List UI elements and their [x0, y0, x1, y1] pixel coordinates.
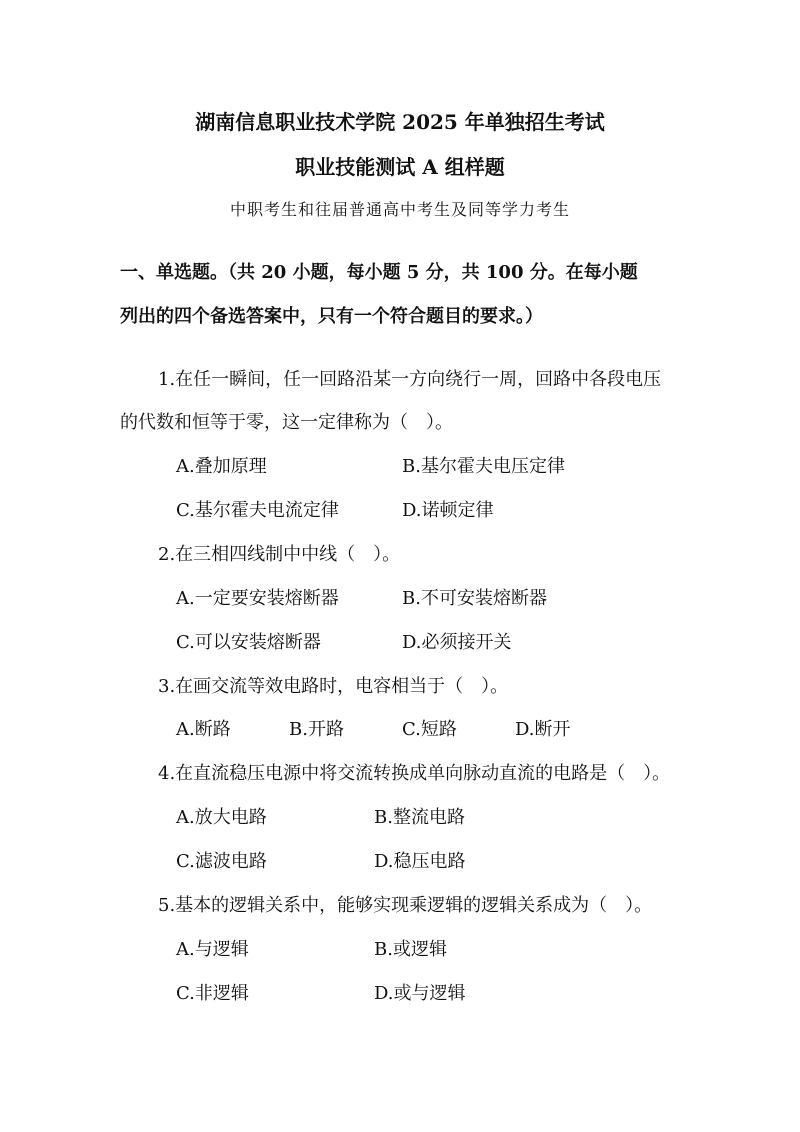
question-3-stem: 3.在画交流等效电路时，电容相当于（ ）。: [158, 676, 509, 697]
question-2-option-c: C.可以安装熔断器: [176, 632, 321, 653]
question-2-stem: 2.在三相四线制中中线（ ）。: [158, 544, 401, 565]
question-3-option-d: D.断开: [515, 719, 571, 740]
question-2-option-a: A.一定要安装熔断器: [176, 588, 339, 609]
page-title: 湖南信息职业技术学院 2025 年单独招生考试: [195, 110, 605, 134]
question-3-option-a: A.断路: [176, 719, 231, 740]
question-4-option-a: A.放大电路: [176, 807, 267, 828]
question-5-option-d: D.或与逻辑: [374, 983, 466, 1004]
page-subtitle-title: 职业技能测试 A 组样题: [295, 155, 505, 179]
question-1-option-b: B.基尔霍夫电压定律: [402, 456, 565, 477]
question-1-option-d: D.诺顿定律: [402, 500, 494, 521]
question-1-option-a: A.叠加原理: [176, 456, 267, 477]
section-heading-line2: 列出的四个备选答案中，只有一个符合题目的要求。）: [120, 306, 543, 327]
question-3-option-b: B.开路: [289, 719, 344, 740]
question-1-stem-line2: 的代数和恒等于零，这一定律称为（ ）。: [120, 412, 453, 433]
candidate-scope: 中职考生和往届普通高中考生及同等学力考生: [229, 200, 570, 219]
question-2-option-d: D.必须接开关: [402, 632, 512, 653]
question-5-option-b: B.或逻辑: [374, 939, 447, 960]
question-5-option-c: C.非逻辑: [176, 983, 249, 1004]
question-4-option-d: D.稳压电路: [374, 851, 466, 872]
question-4-option-c: C.滤波电路: [176, 851, 267, 872]
question-5-stem: 5.基本的逻辑关系中，能够实现乘逻辑的逻辑关系成为（ ）。: [158, 895, 653, 916]
question-1-option-c: C.基尔霍夫电流定律: [176, 500, 339, 521]
section-heading-line1: 一、单选题。（共 20 小题，每小题 5 分，共 100 分。在每小题: [120, 262, 638, 283]
question-4-stem: 4.在直流稳压电源中将交流转换成单向脉动直流的电路是（ ）。: [158, 763, 671, 784]
question-5-option-a: A.与逻辑: [176, 939, 249, 960]
question-3-option-c: C.短路: [402, 719, 457, 740]
question-4-option-b: B.整流电路: [374, 807, 465, 828]
question-1-stem-line1: 1.在任一瞬间，任一回路沿某一方向绕行一周，回路中各段电压: [158, 369, 662, 390]
question-2-option-b: B.不可安装熔断器: [402, 588, 547, 609]
